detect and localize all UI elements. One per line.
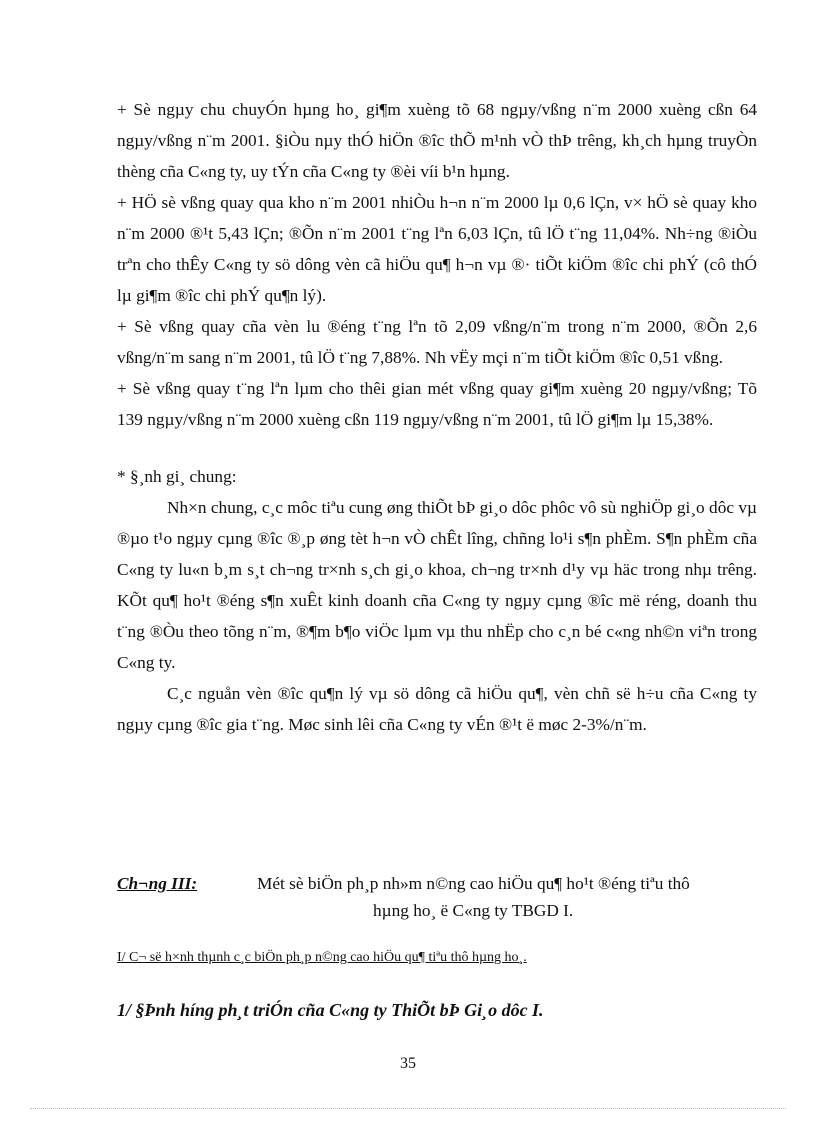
paragraph-cycle-time: + Sè vßng quay t¨ng lªn lµm cho thêi gian mét vßng quay gi¶m xuèng 20 ngµy/vßng; Tõ 139 ngµy/vßng n¨m 2000 xuèng cßn 119 ngµy/vßng n¨m 2001, tû lÖ gi¶m lµ 15,38%.	[117, 379, 757, 429]
paragraph-capital: C¸c nguån vèn ®îc qu¶n lý vµ sö dông cã hiÖu qu¶, vèn chñ së h÷u cña C«ng ty ngµy cµng ®îc gia t¨ng. Møc sinh lêi cña C«ng ty vÉn ®¹t ë møc 2-3%/n¨m.	[117, 684, 757, 734]
chapter-label: Ch¬ng III:	[117, 874, 198, 893]
chapter-title-line-2: hµng ho¸ ë C«ng ty TBGD I.	[373, 901, 574, 920]
subsection-heading: 1/ §Þnh híng ph¸t triÓn cña C«ng ty ThiÕt bÞ Gi¸o dôc I.	[117, 1000, 544, 1020]
paragraph-turnover-days: + Sè ngµy chu chuyÓn hµng ho¸ gi¶m xuèng tõ 68 ngµy/vßng n¨m 2000 xuèng cßn 64 ngµy/vßng n¨m 2001. §iÒu nµy thÓ hiÖn ®îc thÕ m¹nh vÒ thÞ trêng, kh¸ch hµng truyÒn thèng cña C«ng ty, uy tÝn cña C«ng ty ®èi víi b¹n hµng.	[117, 100, 757, 181]
section-heading: I/ C¬ së h×nh thµnh c¸c biÖn ph¸p n©ng cao hiÖu qu¶ tiªu thô hµng ho¸.	[117, 950, 527, 965]
paragraph-overview: Nh×n chung, c¸c môc tiªu cung øng thiÕt bÞ gi¸o dôc phôc vô sù nghiÖp gi¸o dôc vµ ®µo t¹o ngµy cµng ®îc ®¸p øng tèt h¬n vÒ chÊt lîng, chñng lo¹i s¶n phÈm. S¶n phÈm cña C«ng ty lu«n b¸m s¸t ch¬ng tr×nh s¸ch gi¸o khoa, ch¬ng tr×nh d¹y vµ häc trong nhµ trêng. KÕt qu¶ ho¹t ®éng s¶n xuÊt kinh doanh cña C«ng ty ngµy cµng ®îc më réng, doanh thu t¨ng ®Òu theo tõng n¨m, ®¶m b¶o viÖc lµm vµ thu nhËp cho c¸n bé c«ng nh©n viªn trong C«ng ty.	[117, 498, 757, 672]
page-bottom-divider	[30, 1108, 786, 1109]
chapter-title-line-1: Mét sè biÖn ph¸p nh»m n©ng cao hiÖu qu¶ ho¹t ®éng tiªu thô	[257, 874, 690, 893]
paragraph-inventory-turnover: + HÖ sè vßng quay qua kho n¨m 2001 nhiÒu h¬n n¨m 2000 lµ 0,6 lÇn, v× hÖ sè quay kho n¨m 2000 ®¹t 5,43 lÇn; ®Õn n¨m 2001 t¨ng lªn 6,03 lÇn, tû lÖ t¨ng 11,04%. Nh÷ng ®iÒu trªn cho thÊy C«ng ty sö dông vèn cã hiÖu qu¶ h¬n vµ ®· tiÕt kiÖm ®îc chi phÝ (cô thÓ lµ gi¶m ®îc chi phÝ qu¶n lý).	[117, 193, 757, 305]
page-number: 35	[400, 1055, 416, 1072]
body-text	[117, 94, 757, 740]
general-assessment-heading: * §¸nh gi¸ chung:	[117, 467, 237, 486]
paragraph-working-capital: + Sè vßng quay cña vèn lu ®éng t¨ng lªn tõ 2,09 vßng/n¨m trong n¨m 2000, ®Õn 2,6 vßng/n¨m sang n¨m 2001, tû lÖ t¨ng 7,88%. Nh vËy mçi n¨m tiÕt kiÖm ®îc 0,51 vßng.	[117, 317, 757, 367]
chapter-title	[257, 870, 757, 924]
